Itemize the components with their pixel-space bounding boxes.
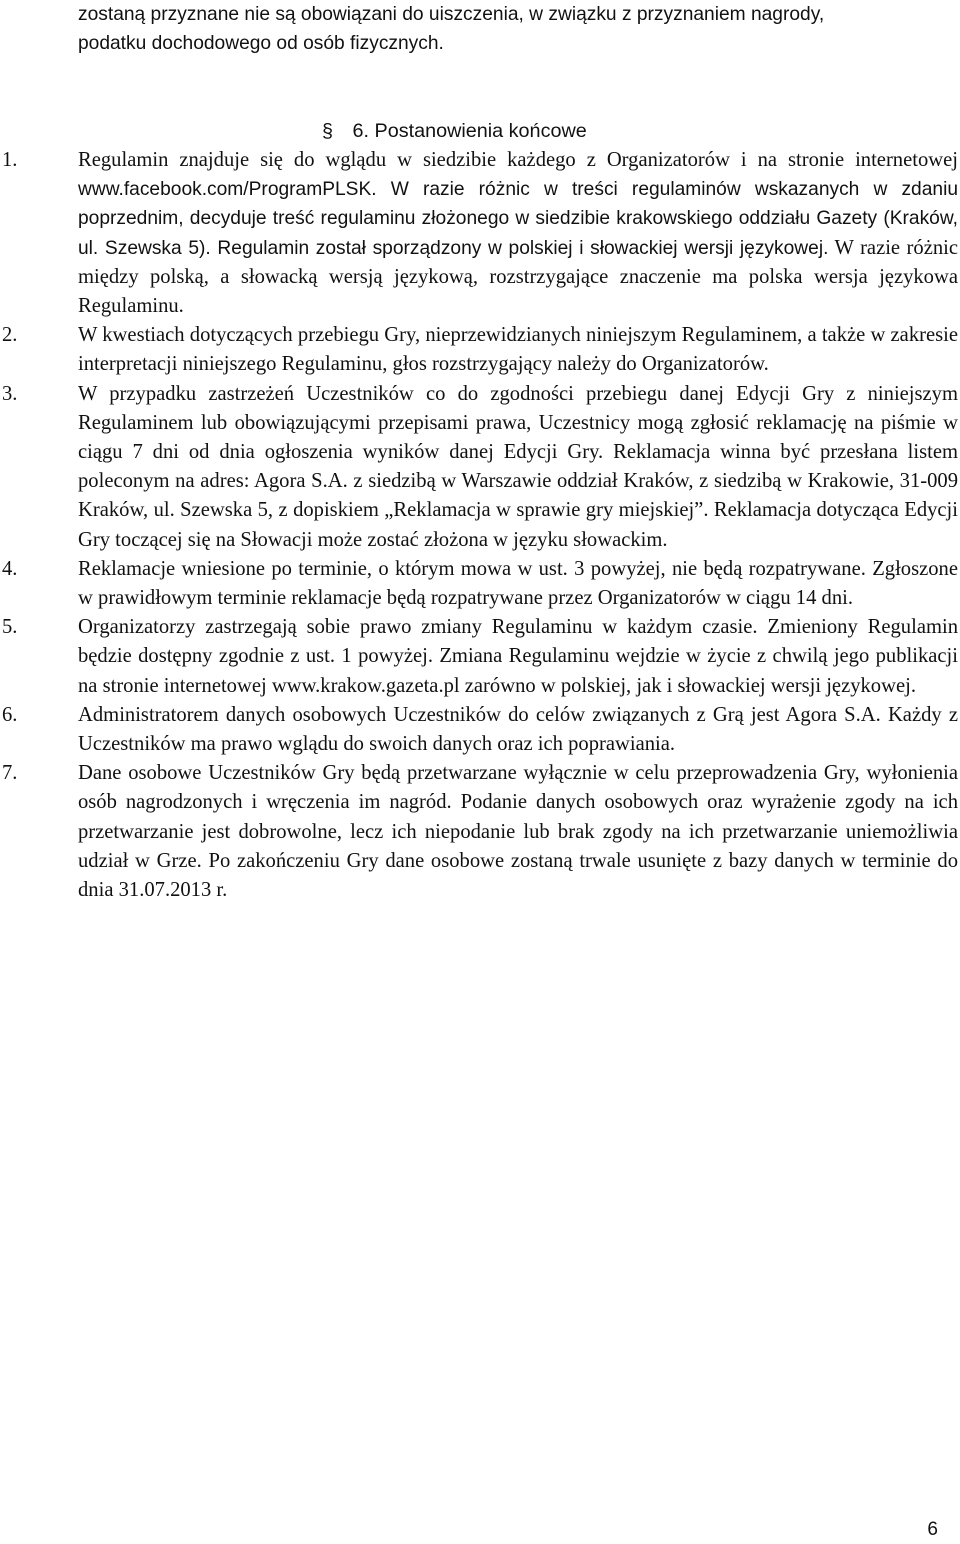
section-symbol: § [322, 120, 334, 142]
item-text: Reklamacje wniesione po terminie, o którym mowa w ust. 3 powyżej, nie będą rozpatrywane. Zgłoszone w prawidłowym terminie reklamacje będą rozpatrywane przez Organizatorów w ciągu 14 dni. [78, 557, 958, 610]
list-item-6 [0, 701, 958, 759]
item-text: W przypadku zastrzeżeń Uczestników co do zgodności przebiegu danej Edycji Gry z niniejszym Regulaminem lub obowiązującymi przepisami prawa, Uczestnicy mogą zgłosić reklamację na piśmie w ciągu 7 dni od dnia ogłoszenia wyników danej Edycji Gry. Reklamacja winna być przesłana listem poleconym na adres: Agora S.A. z siedzibą w Warszawie oddział Kraków, z siedzibą w Krakowie, 31-009 Kraków, ul. Szewska 5, z dopiskiem „Reklamacja w sprawie gry miejskiej”. Reklamacja dotycząca Edycji Gry toczącej się na Słowacji może zostać złożona w języku słowackim. [78, 382, 958, 551]
item-number: 2. [2, 324, 18, 347]
item-number: 1. [2, 149, 18, 171]
list-item-3 [0, 380, 958, 555]
intro-paragraph [78, 0, 958, 58]
item-text-part: W razie różnic między polską, a słowacką wersją językową, rozstrzygające znaczenie ma polska wersja językowa Regulaminu. [78, 236, 958, 318]
section-heading [322, 117, 587, 146]
item-text [78, 146, 958, 321]
list-item-2 [0, 321, 958, 379]
page-number: 6 [927, 1519, 938, 1540]
item-text: Administratorem danych osobowych Uczestników do celów związanych z Grą jest Agora S.A. Każdy z Uczestników ma prawo wglądu do swoich danych oraz ich poprawiania. [78, 703, 958, 756]
list-item-1 [0, 146, 958, 321]
section-title: 6. Postanowienia końcowe [352, 120, 587, 142]
intro-line-1: zostaną przyznane nie są obowiązani do uiszczenia, w związku z przyznaniem nagrody, [78, 4, 825, 25]
item-number: 4. [2, 557, 18, 580]
list-item-5 [0, 613, 958, 701]
item-number: 6. [2, 703, 18, 726]
provisions-list [0, 146, 960, 905]
item-number: 3. [2, 382, 18, 405]
item-text: Organizatorzy zastrzegają sobie prawo zmiany Regulaminu w każdym czasie. Zmieniony Regulamin będzie dostępny zgodnie z ust. 1 powyżej. Zmiana Regulaminu wejdzie w życie z chwilą jego publikacji na stronie internetowej www.krakow.gazeta.pl zarówno w polskiej, jak i słowackiej wersji językowej. [78, 616, 958, 697]
item-number: 7. [2, 762, 18, 785]
item-number: 5. [2, 616, 18, 639]
item-text-part-sans: www.facebook.com/ProgramPLSK. W razie różnic w treści regulaminów wskazanych w zdaniu poprzednim, decyduje treść regulaminu złożonego w siedzibie krakowskiego oddziału Gazety (Kraków, ul. Szewska 5). Regulamin został sporządzony w polskiej i słowackiej wersji językowej. [78, 179, 958, 259]
intro-line-2: podatku dochodowego od osób fizycznych. [78, 33, 444, 55]
item-text-part: Regulamin znajduje się do wglądu w siedzibie każdego z Organizatorów i na stronie internetowej [78, 149, 958, 171]
list-item-4 [0, 555, 958, 613]
item-text: Dane osobowe Uczestników Gry będą przetwarzane wyłącznie w celu przeprowadzenia Gry, wyłonienia osób nagrodzonych i wręczenia im nagród. Podanie danych osobowych oraz wyrażenie zgody na ich przetwarzanie jest dobrowolne, lecz ich niepodanie lub brak zgody na ich przetwarzanie uniemożliwia udział w Grze. Po zakończeniu Gry dane osobowe zostaną trwale usunięte z bazy danych w terminie do dnia 31.07.2013 r. [78, 762, 958, 902]
list-item-7 [0, 759, 958, 905]
item-text: W kwestiach dotyczących przebiegu Gry, nieprzewidzianych niniejszym Regulaminem, a także w zakresie interpretacji niniejszego Regulaminu, głos rozstrzygający należy do Organizatorów. [78, 324, 958, 376]
